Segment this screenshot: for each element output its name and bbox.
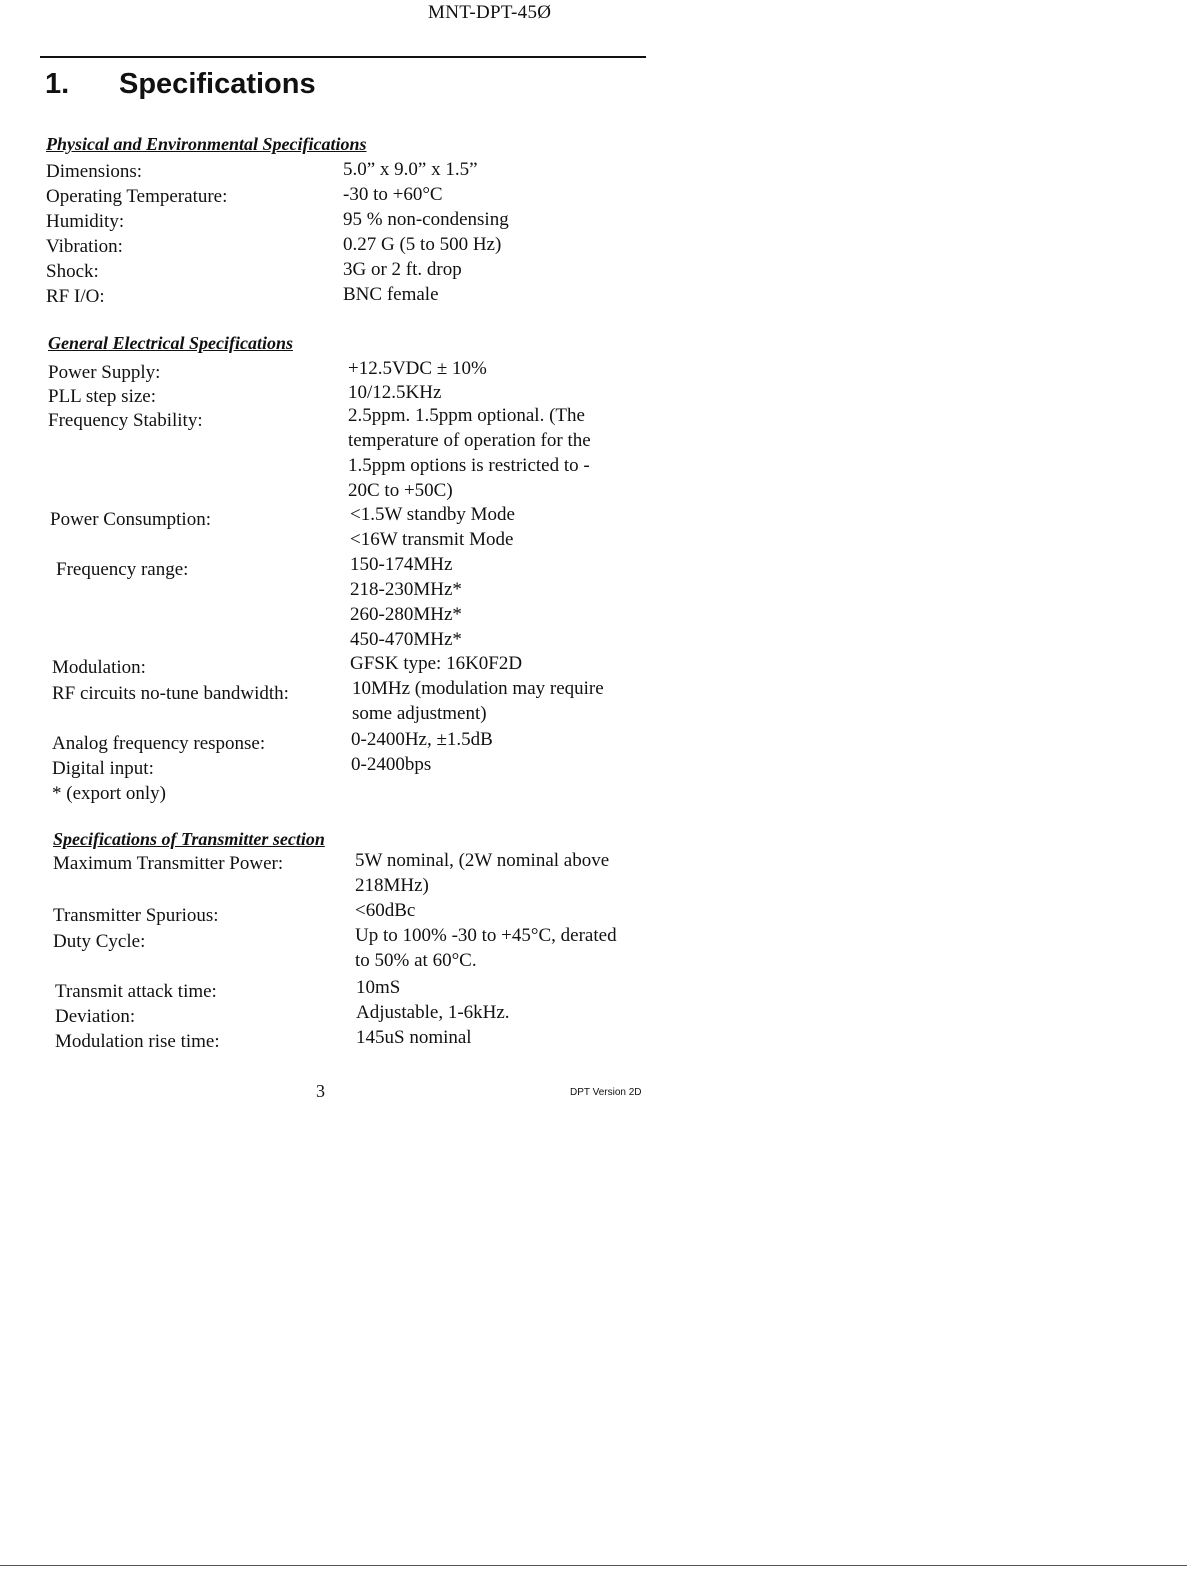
spec-label: Power Supply: <box>48 362 161 383</box>
spec-value-line: 20C to +50C) <box>348 480 453 501</box>
spec-label: Modulation rise time: <box>55 1031 220 1052</box>
spec-label: RF I/O: <box>46 286 105 307</box>
spec-value <box>355 923 617 973</box>
spec-value-line: Adjustable, 1-6kHz. <box>356 1002 510 1023</box>
spec-value-line: 0-2400bps <box>351 754 432 775</box>
spec-value-line: 5W nominal, (2W nominal above <box>355 850 610 871</box>
spec-value <box>350 502 515 552</box>
spec-label: Digital input: <box>52 758 154 779</box>
spec-value-line: 3G or 2 ft. drop <box>343 259 462 280</box>
spec-label: Humidity: <box>46 211 125 232</box>
page-number: 3 <box>316 1081 325 1101</box>
spec-value-line: 5.0” x 9.0” x 1.5” <box>343 159 478 180</box>
spec-value <box>343 207 509 232</box>
spec-value-line: 1.5ppm options is restricted to - <box>348 455 590 476</box>
spec-value-line: 260-280MHz* <box>350 604 462 625</box>
version-label: DPT Version 2D <box>570 1087 642 1098</box>
spec-value <box>343 182 443 207</box>
spec-label: Power Consumption: <box>50 509 211 530</box>
transmitter-section-title: Specifications of Transmitter section <box>53 829 325 849</box>
spec-value-line: +12.5VDC ± 10% <box>348 358 487 379</box>
spec-value-line: 95 % non-condensing <box>343 209 509 230</box>
spec-value-line: Up to 100% -30 to +45°C, derated <box>355 925 617 946</box>
spec-value <box>356 975 400 1000</box>
spec-value <box>351 752 431 777</box>
spec-label: Maximum Transmitter Power: <box>53 853 284 874</box>
spec-label: Dimensions: <box>46 161 143 182</box>
spec-label: Transmit attack time: <box>55 981 217 1002</box>
spec-value <box>348 403 591 503</box>
spec-label: Duty Cycle: <box>53 931 146 952</box>
spec-value <box>355 898 415 923</box>
spec-label: RF circuits no-tune bandwidth: <box>52 683 289 704</box>
bottom-scan-edge <box>0 1565 1187 1566</box>
spec-value-line: to 50% at 60°C. <box>355 950 477 971</box>
spec-value-line: 218-230MHz* <box>350 579 462 600</box>
spec-label: Deviation: <box>55 1006 136 1027</box>
spec-value <box>343 232 501 257</box>
spec-label: Analog frequency response: <box>52 733 266 754</box>
spec-value-line: GFSK type: 16K0F2D <box>350 653 523 674</box>
spec-value <box>352 676 604 726</box>
spec-value <box>343 282 439 307</box>
spec-label: Operating Temperature: <box>46 186 228 207</box>
spec-value-line: <16W transmit Mode <box>350 529 514 550</box>
spec-value <box>348 356 487 381</box>
physical-section-title: Physical and Environmental Specifications <box>46 134 367 154</box>
spec-value-line: temperature of operation for the <box>348 430 591 451</box>
footnote: * (export only) <box>52 783 166 804</box>
spec-value <box>350 552 462 652</box>
spec-value-line: 0.27 G (5 to 500 Hz) <box>343 234 502 255</box>
document-id: MNT-DPT-45Ø <box>428 2 552 23</box>
spec-value <box>343 257 462 282</box>
spec-value-line: 10MHz (modulation may require <box>352 678 604 699</box>
spec-label: Shock: <box>46 261 99 282</box>
spec-value <box>356 1000 510 1025</box>
spec-value-line: 10/12.5KHz <box>348 382 442 403</box>
section-title: Specifications <box>119 68 316 100</box>
spec-value-line: some adjustment) <box>352 703 487 724</box>
spec-value-line: 2.5ppm. 1.5ppm optional. (The <box>348 405 585 426</box>
spec-label: Frequency range: <box>56 559 189 580</box>
spec-value-line: 150-174MHz <box>350 554 453 575</box>
spec-value-line: 450-470MHz* <box>350 629 462 650</box>
spec-value-line: BNC female <box>343 284 439 305</box>
spec-value <box>351 727 493 752</box>
spec-value-line: 218MHz) <box>355 875 429 896</box>
spec-value <box>355 848 609 898</box>
spec-value <box>356 1025 472 1050</box>
spec-value-line: <60dBc <box>355 900 416 921</box>
spec-label: Frequency Stability: <box>48 410 203 431</box>
electrical-section-title: General Electrical Specifications <box>48 333 293 353</box>
spec-value-line: 145uS nominal <box>356 1027 472 1048</box>
spec-value-line: 10mS <box>356 977 401 998</box>
spec-value <box>348 380 441 405</box>
spec-value <box>350 651 522 676</box>
spec-label: Modulation: <box>52 657 146 678</box>
spec-value-line: 0-2400Hz, ±1.5dB <box>351 729 493 750</box>
section-number: 1. <box>45 68 70 100</box>
spec-label: Vibration: <box>46 236 123 257</box>
spec-value-line: -30 to +60°C <box>343 184 443 205</box>
header-rule <box>40 56 646 58</box>
spec-label: PLL step size: <box>48 386 156 407</box>
spec-value-line: <1.5W standby Mode <box>350 504 515 525</box>
spec-label: Transmitter Spurious: <box>53 905 219 926</box>
spec-value <box>343 157 478 182</box>
